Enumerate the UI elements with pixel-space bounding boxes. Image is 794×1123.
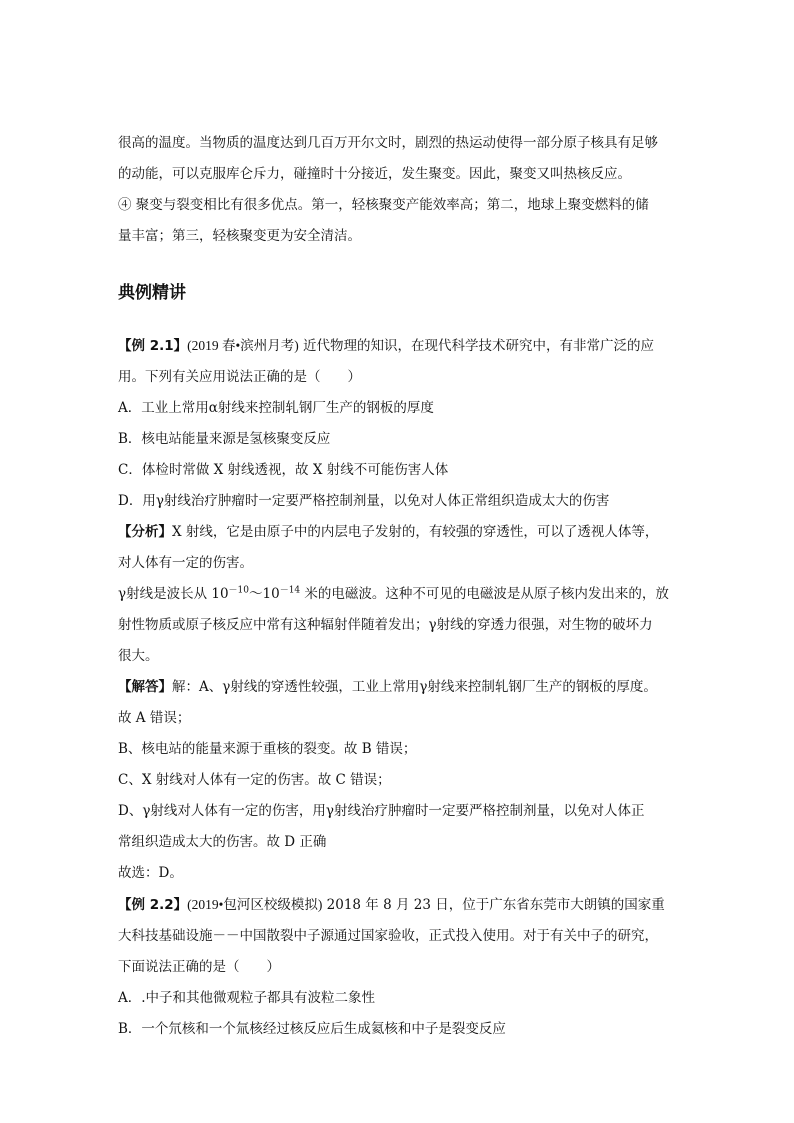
example1-final-answer: 故选：D。	[118, 865, 183, 881]
example2-tag: 【例 2.2】	[118, 897, 188, 913]
example1-question-line-2: 用。下列有关应用说法正确的是（ ）	[118, 369, 361, 385]
document-page	[118, 128, 684, 1045]
answer-tag: 【解答】	[118, 679, 172, 695]
gamma-suffix: 米的电磁波。这种不可见的电磁波是从原子核内发出来的，放	[300, 586, 669, 602]
example1-question-text: 近代物理的知识，在现代科学技术研究中，有非常广泛的应	[298, 338, 655, 354]
answer-text: 解：A、γ射线的穿透性较强，工业上常用γ射线来控制轧钢厂生产的钢板的厚度。	[172, 679, 657, 695]
section-heading: 典例精讲	[118, 283, 186, 303]
example2-question-line-2: 大科技基础设施－－中国散裂中子源通过国家验收，正式投入使用。对于有关中子的研究，	[118, 928, 658, 944]
example1-analysis-line-1	[118, 517, 684, 548]
gamma-line-3: 很大。	[118, 648, 159, 664]
example1-answer-line-1	[118, 672, 684, 703]
example1-option-d: D．用γ射线治疗肿瘤时一定要严格控制剂量，以免对人体正常组织造成太大的伤害	[118, 493, 610, 509]
analysis-text: X 射线，它是由原子中的内层电子发射的，有较强的穿透性，可以了透视人体等，	[172, 524, 659, 540]
example1-question-line-1	[118, 330, 684, 362]
example1-tag: 【例 2.1】	[118, 338, 188, 354]
gamma-exponent-1: －10	[228, 585, 249, 596]
example1-analysis-line-2: 对人体有一定的伤害。	[118, 555, 253, 571]
example2-source: (2019•包河区校级模拟)	[187, 897, 323, 912]
example2-option-b: B．一个氘核和一个氚核经过核反应后生成氦核和中子是裂变反应	[118, 1021, 506, 1037]
intro-line-1: 很高的温度。当物质的温度达到几百万开尔文时，剧烈的热运动使得一部分原子核具有足够	[118, 135, 658, 151]
example1-answer-line-5: D、γ射线对人体有一定的伤害，用γ射线治疗肿瘤时一定要严格控制剂量，以免对人体正	[118, 803, 645, 819]
example1-answer-line-3: B、核电站的能量来源于重核的裂变。故 B 错误；	[118, 741, 417, 757]
analysis-tag: 【分析】	[118, 524, 172, 540]
example2-question-line-1	[118, 889, 684, 921]
example1-answer-line-4: C、X 射线对人体有一定的伤害。故 C 错误；	[118, 772, 391, 788]
gamma-mid: ～10	[249, 586, 280, 602]
example1-option-a: A．工业上常用α射线来控制轧钢厂生产的钢板的厚度	[118, 400, 434, 416]
example1-answer-line-6: 常组织造成太大的伤害。故 D 正确	[118, 834, 327, 850]
example2-question-text: 2018 年 8 月 23 日，位于广东省东莞市大朗镇的国家重	[322, 897, 665, 913]
example1-source: (2019 春•滨州月考)	[187, 338, 299, 353]
example2-option-a: A．.中子和其他微观粒子都具有波粒二象性	[118, 990, 376, 1006]
gamma-exponent-2: －14	[279, 585, 301, 596]
gamma-prefix: γ射线是波长从 10	[118, 586, 229, 602]
gamma-line-1	[118, 579, 684, 610]
intro-line-3: ④ 聚变与裂变相比有很多优点。第一，轻核聚变产能效率高；第二，地球上聚变燃料的储	[118, 197, 649, 213]
example1-answer-line-2: 故 A 错误；	[118, 710, 191, 726]
example1-option-c: C．体检时常做 X 射线透视，故 X 射线不可能伤害人体	[118, 462, 449, 478]
intro-line-2: 的动能，可以克服库仑斥力，碰撞时十分接近，发生聚变。因此，聚变又叫热核反应。	[118, 166, 631, 182]
example1-option-b: B．核电站能量来源是氢核聚变反应	[118, 431, 331, 447]
example2-question-line-3: 下面说法正确的是（ ）	[118, 959, 280, 975]
intro-line-4: 量丰富；第三，轻核聚变更为安全清洁。	[118, 228, 361, 244]
gamma-line-2: 射性物质或原子核反应中常有这种辐射伴随着发出；γ射线的穿透力很强，对生物的破坏力	[118, 617, 653, 633]
